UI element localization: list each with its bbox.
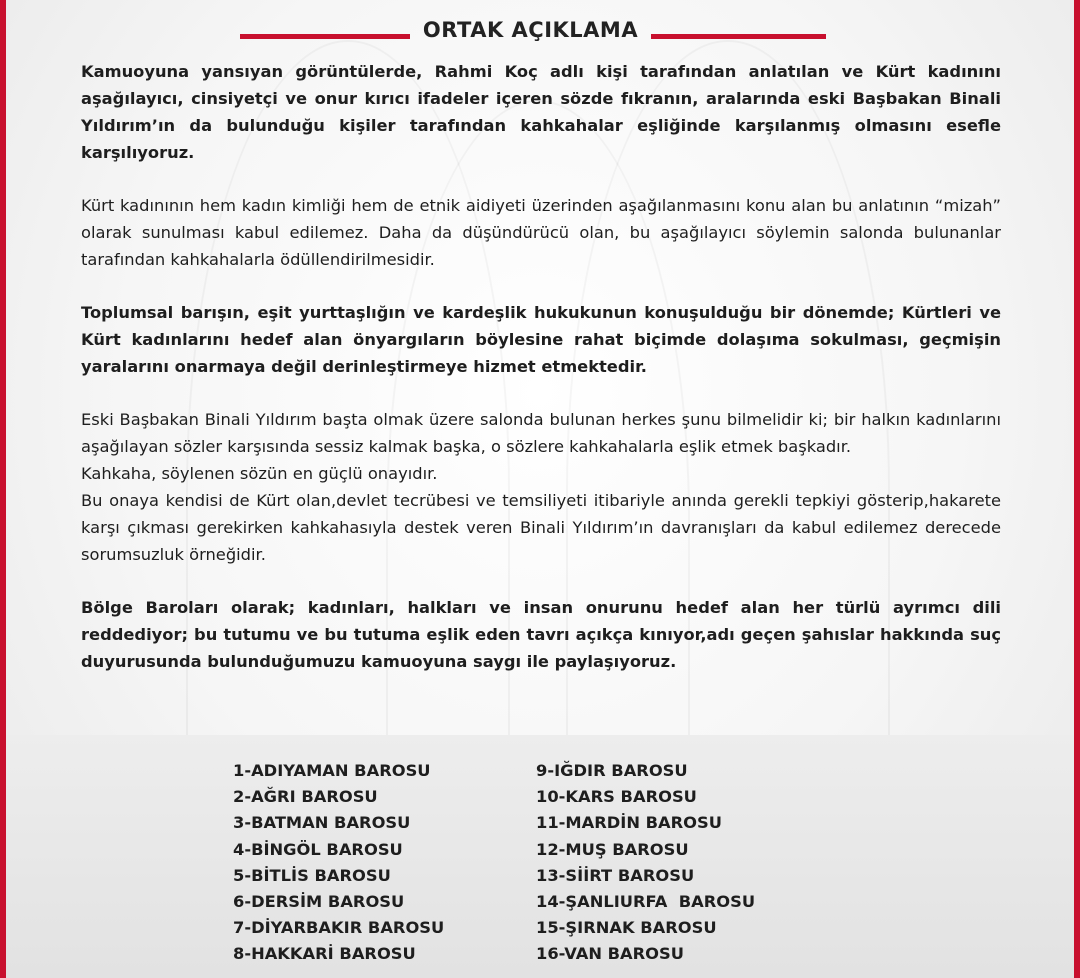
title-rule-left bbox=[240, 34, 410, 39]
right-red-border bbox=[1074, 0, 1080, 978]
paragraph-1: Kamuoyuna yansıyan görüntülerde, Rahmi Koç adlı kişi tarafından anlatılan ve Kürt kadınını aşağılayıcı, cinsiyetçi ve onur kırıcı ifadeler içeren sözde fıkranın, aralarında eski Başbakan Binali Yıldırım’ın da bulunduğu kişiler tarafından kahkahalar eşliğinde karşılanmış olmasını esefle karşılıyoruz. bbox=[81, 62, 1001, 162]
paragraph-7: Bölge Baroları olarak; kadınları, halkları ve insan onurunu hedef alan her türlü ayrımcı dili reddediyor; bu tutumu ve bu tutuma eşlik eden tavrı açıkça kınıyor,adı geçen şahıslar hakkında suç duyurusunda bulunduğumuzu kamuoyuna saygı ile paylaşıyoruz. bbox=[81, 598, 1001, 671]
list-item: 3-BATMAN BAROSU bbox=[233, 813, 411, 833]
list-item: 6-DERSİM BAROSU bbox=[233, 892, 405, 912]
list-item: 11-MARDİN BAROSU bbox=[536, 813, 722, 833]
list-item: 13-SİİRT BAROSU bbox=[536, 865, 695, 885]
paragraph-4: Eski Başbakan Binali Yıldırım başta olmak üzere salonda bulunan herkes şunu bilmelidir ki; bir halkın kadınlarını aşağılayan sözler karşısında sessiz kalmak başka, o sözlere kahkahalarla eşlik etmek başkadır. bbox=[81, 410, 1001, 456]
title-rule-right bbox=[651, 34, 826, 39]
statement-body bbox=[81, 58, 1001, 675]
list-item: 8-HAKKARİ BAROSU bbox=[233, 944, 416, 964]
list-item: 9-IĞDIR BAROSU bbox=[536, 761, 688, 780]
list-item: 15-ŞIRNAK BAROSU bbox=[536, 918, 717, 938]
list-item: 16-VAN BAROSU bbox=[536, 944, 684, 964]
bar-list-left bbox=[233, 758, 444, 968]
list-item: 12-MUŞ BAROSU bbox=[536, 839, 689, 859]
list-item: 10-KARS BAROSU bbox=[536, 787, 697, 807]
list-item: 7-DİYARBAKIR BAROSU bbox=[233, 918, 445, 938]
bar-list-right bbox=[536, 758, 755, 968]
list-item: 2-AĞRI BAROSU bbox=[233, 787, 378, 807]
list-item: 5-BİTLİS BAROSU bbox=[233, 865, 391, 885]
list-item: 4-BİNGÖL BAROSU bbox=[233, 839, 403, 859]
header bbox=[0, 14, 1080, 50]
page-title: ORTAK AÇIKLAMA bbox=[422, 18, 639, 42]
list-item: 14-ŞANLIURFA BAROSU bbox=[536, 892, 756, 912]
paragraph-5: Kahkaha, söylenen sözün en güçlü onayıdır. bbox=[81, 464, 438, 483]
paragraph-2: Kürt kadınının hem kadın kimliği hem de etnik aidiyeti üzerinden aşağılanmasını konu alan bu anlatının “mizah” olarak sunulması kabul edilemez. Daha da düşündürücü olan, bu aşağılayıcı söylemin salonda bulunanlar tarafından kahkahalarla ödüllendirilmesidir. bbox=[81, 196, 1001, 269]
paragraph-3: Toplumsal barışın, eşit yurttaşlığın ve kardeşlik hukukunun konuşulduğu bir dönemde; Kürtleri ve Kürt kadınlarını hedef alan önyargıların böylesine rahat biçimde dolaşıma sokulması, geçmişin yaralarını onarmaya değil derinleştirmeye hizmet etmektedir. bbox=[81, 303, 1001, 376]
paragraph-6: Bu onaya kendisi de Kürt olan,devlet tecrübesi ve temsiliyeti itibariyle anında gerekli tepkiyi gösterip,hakarete karşı çıkması gerekirken kahkahasıyla destek veren Binali Yıldırım’ın davranışları da kabul edilemez derecede sorumsuzluk örneğidir. bbox=[81, 491, 1001, 564]
list-item: 1-ADIYAMAN BAROSU bbox=[233, 761, 431, 780]
